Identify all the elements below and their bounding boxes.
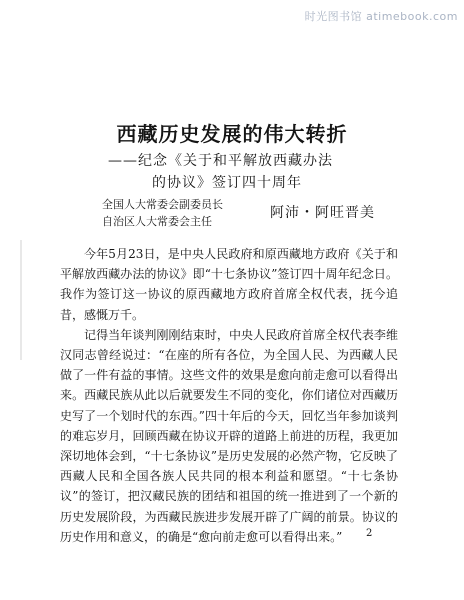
article-body bbox=[60, 244, 398, 547]
watermark: 时光图书馆 atimebook.com bbox=[304, 10, 458, 23]
paragraph-2: 记得当年谈判刚刚结束时，中央人民政府首席全权代表李维汉同志曾经说过：“在座的所有各位，为全国人民、为西藏人民做了一件有益的事情。这些文件的效果是愈向前走愈可以看得出来。西藏民族从此以后就要发生不同的变化，你们诸位对西藏历史写了一个划时代的东西。”四十年后的今天，回忆当年参加谈判的难忘岁月，回顾西藏在协议开辟的道路上前进的历程，我更加深切地体会到，“十七条协议”是历史发展的必然产物，它反映了西藏人民和全国各族人民共同的根本利益和愿望。“十七条协议”的签订，把汉藏民族的团结和祖国的统一推进到了一个新的历史发展阶段，为西藏民族进步发展开辟了广阔的前景。协议的历史作用和意义，的确是“愈向前走愈可以看得出来。” bbox=[60, 327, 398, 544]
author-title-1: 全国人大常委会副委员长 bbox=[102, 198, 223, 211]
scan-edge-shadow bbox=[20, 240, 22, 360]
subtitle-line-2: 的协议》签订四十周年 bbox=[152, 175, 302, 191]
author-name: 阿沛・阿旺晋美 bbox=[270, 205, 375, 221]
paragraph-1: 今年5月23日，是中央人民政府和原西藏地方政府《关于和平解放西藏办法的协议》即“十七条协议”签订四十周年纪念日。我作为签订这一协议的原西藏地方政府首席全权代表，抚今追昔，感慨万千。 bbox=[60, 247, 398, 322]
page-number: 2 bbox=[366, 528, 373, 539]
subtitle-line-1: ——纪念《关于和平解放西藏办法 bbox=[108, 153, 333, 169]
author-title-2: 自治区人大常委会主任 bbox=[102, 215, 212, 228]
article-title: 西藏历史发展的伟大转折 bbox=[116, 122, 348, 146]
author-titles bbox=[102, 196, 223, 230]
